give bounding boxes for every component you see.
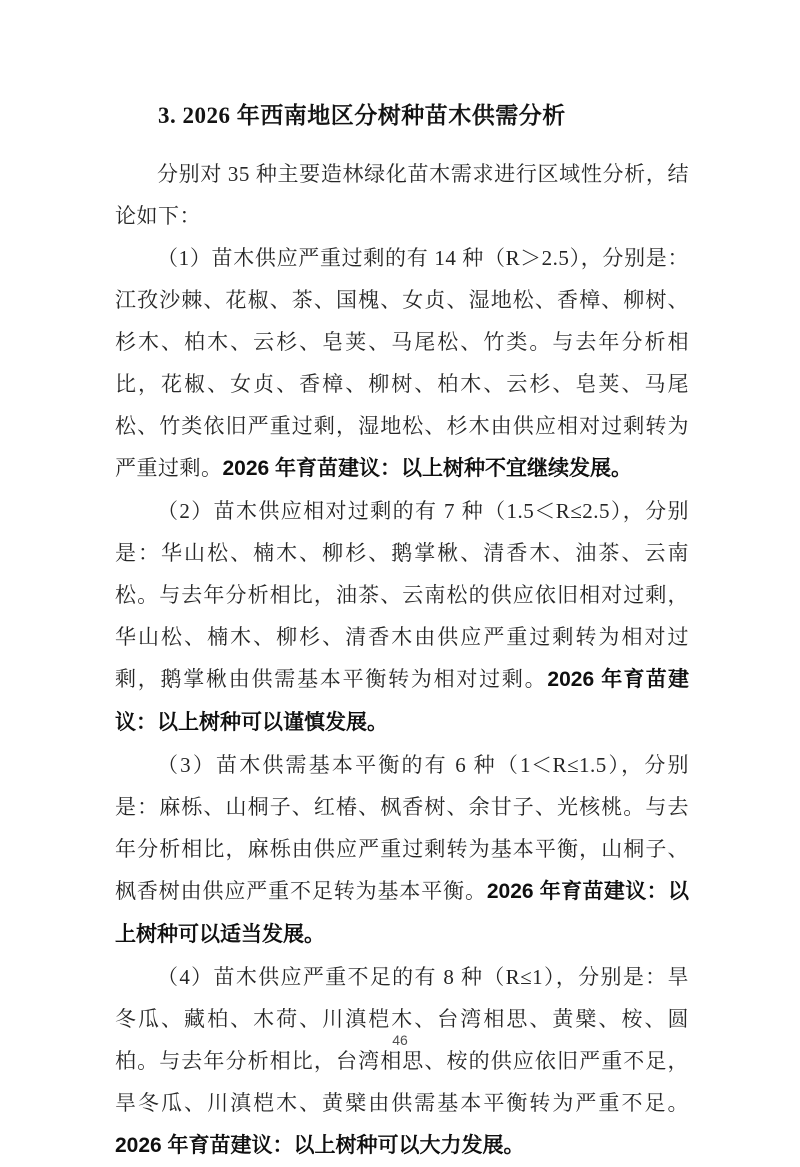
paragraph-list xyxy=(115,237,689,1167)
paragraph-body-text: （2）苗木供应相对过剩的有 7 种（1.5＜R≤2.5），分别是：华山松、楠木、柳杉、鹅掌楸、清香木、油茶、云南松。与去年分析相比，油茶、云南松的供应依旧相对过剩，华山松、楠木、柳杉、清香木由供应严重过剩转为相对过剩，鹅掌楸由供需基本平衡转为相对过剩。 xyxy=(115,499,689,691)
analysis-paragraph xyxy=(115,490,689,744)
nursery-recommendation-text: 2026 年育苗建议：以上树种不宜继续发展。 xyxy=(222,457,633,480)
nursery-recommendation-text: 2026 年育苗建议：以上树种可以适当发展。 xyxy=(115,880,690,946)
paragraph-body-text: （3）苗木供需基本平衡的有 6 种（1＜R≤1.5），分别是：麻栎、山桐子、红椿、枫香树、余甘子、光核桃。与去年分析相比，麻栎由供应严重过剩转为基本平衡，山桐子、枫香树由供应严重不足转为基本平衡。 xyxy=(115,753,689,903)
nursery-recommendation-text: 2026 年育苗建议：以上树种可以大力发展。 xyxy=(115,1134,525,1157)
page-number: 46 xyxy=(392,1032,408,1048)
analysis-paragraph xyxy=(115,744,689,956)
nursery-recommendation-text: 2026 年育苗建议：以上树种可以谨慎发展。 xyxy=(115,668,689,734)
analysis-paragraph xyxy=(115,956,689,1167)
section-heading: 3. 2026 年西南地区分树种苗木供需分析 xyxy=(158,103,566,128)
analysis-paragraph xyxy=(115,237,689,490)
document-content xyxy=(115,98,689,1167)
intro-paragraph: 分别对 35 种主要造林绿化苗木需求进行区域性分析，结论如下： xyxy=(115,162,689,228)
paragraph-body-text: （1）苗木供应严重过剩的有 14 种（R＞2.5），分别是：江孜沙棘、花椒、茶、国槐、女贞、湿地松、香樟、柳树、杉木、柏木、云杉、皂荚、马尾松、竹类。与去年分析相比，花椒、女贞、香樟、柳树、柏木、云杉、皂荚、马尾松、竹类依旧严重过剩，湿地松、杉木由供应相对过剩转为严重过剩。 xyxy=(115,246,689,480)
paragraph-body-text: （4）苗木供应严重不足的有 8 种（R≤1），分别是：旱冬瓜、藏柏、木荷、川滇桤木、台湾相思、黄檗、桉、圆柏。与去年分析相比，台湾相思、桉的供应依旧严重不足，旱冬瓜、川滇桤木、黄檗由供需基本平衡转为严重不足。 xyxy=(115,965,689,1115)
